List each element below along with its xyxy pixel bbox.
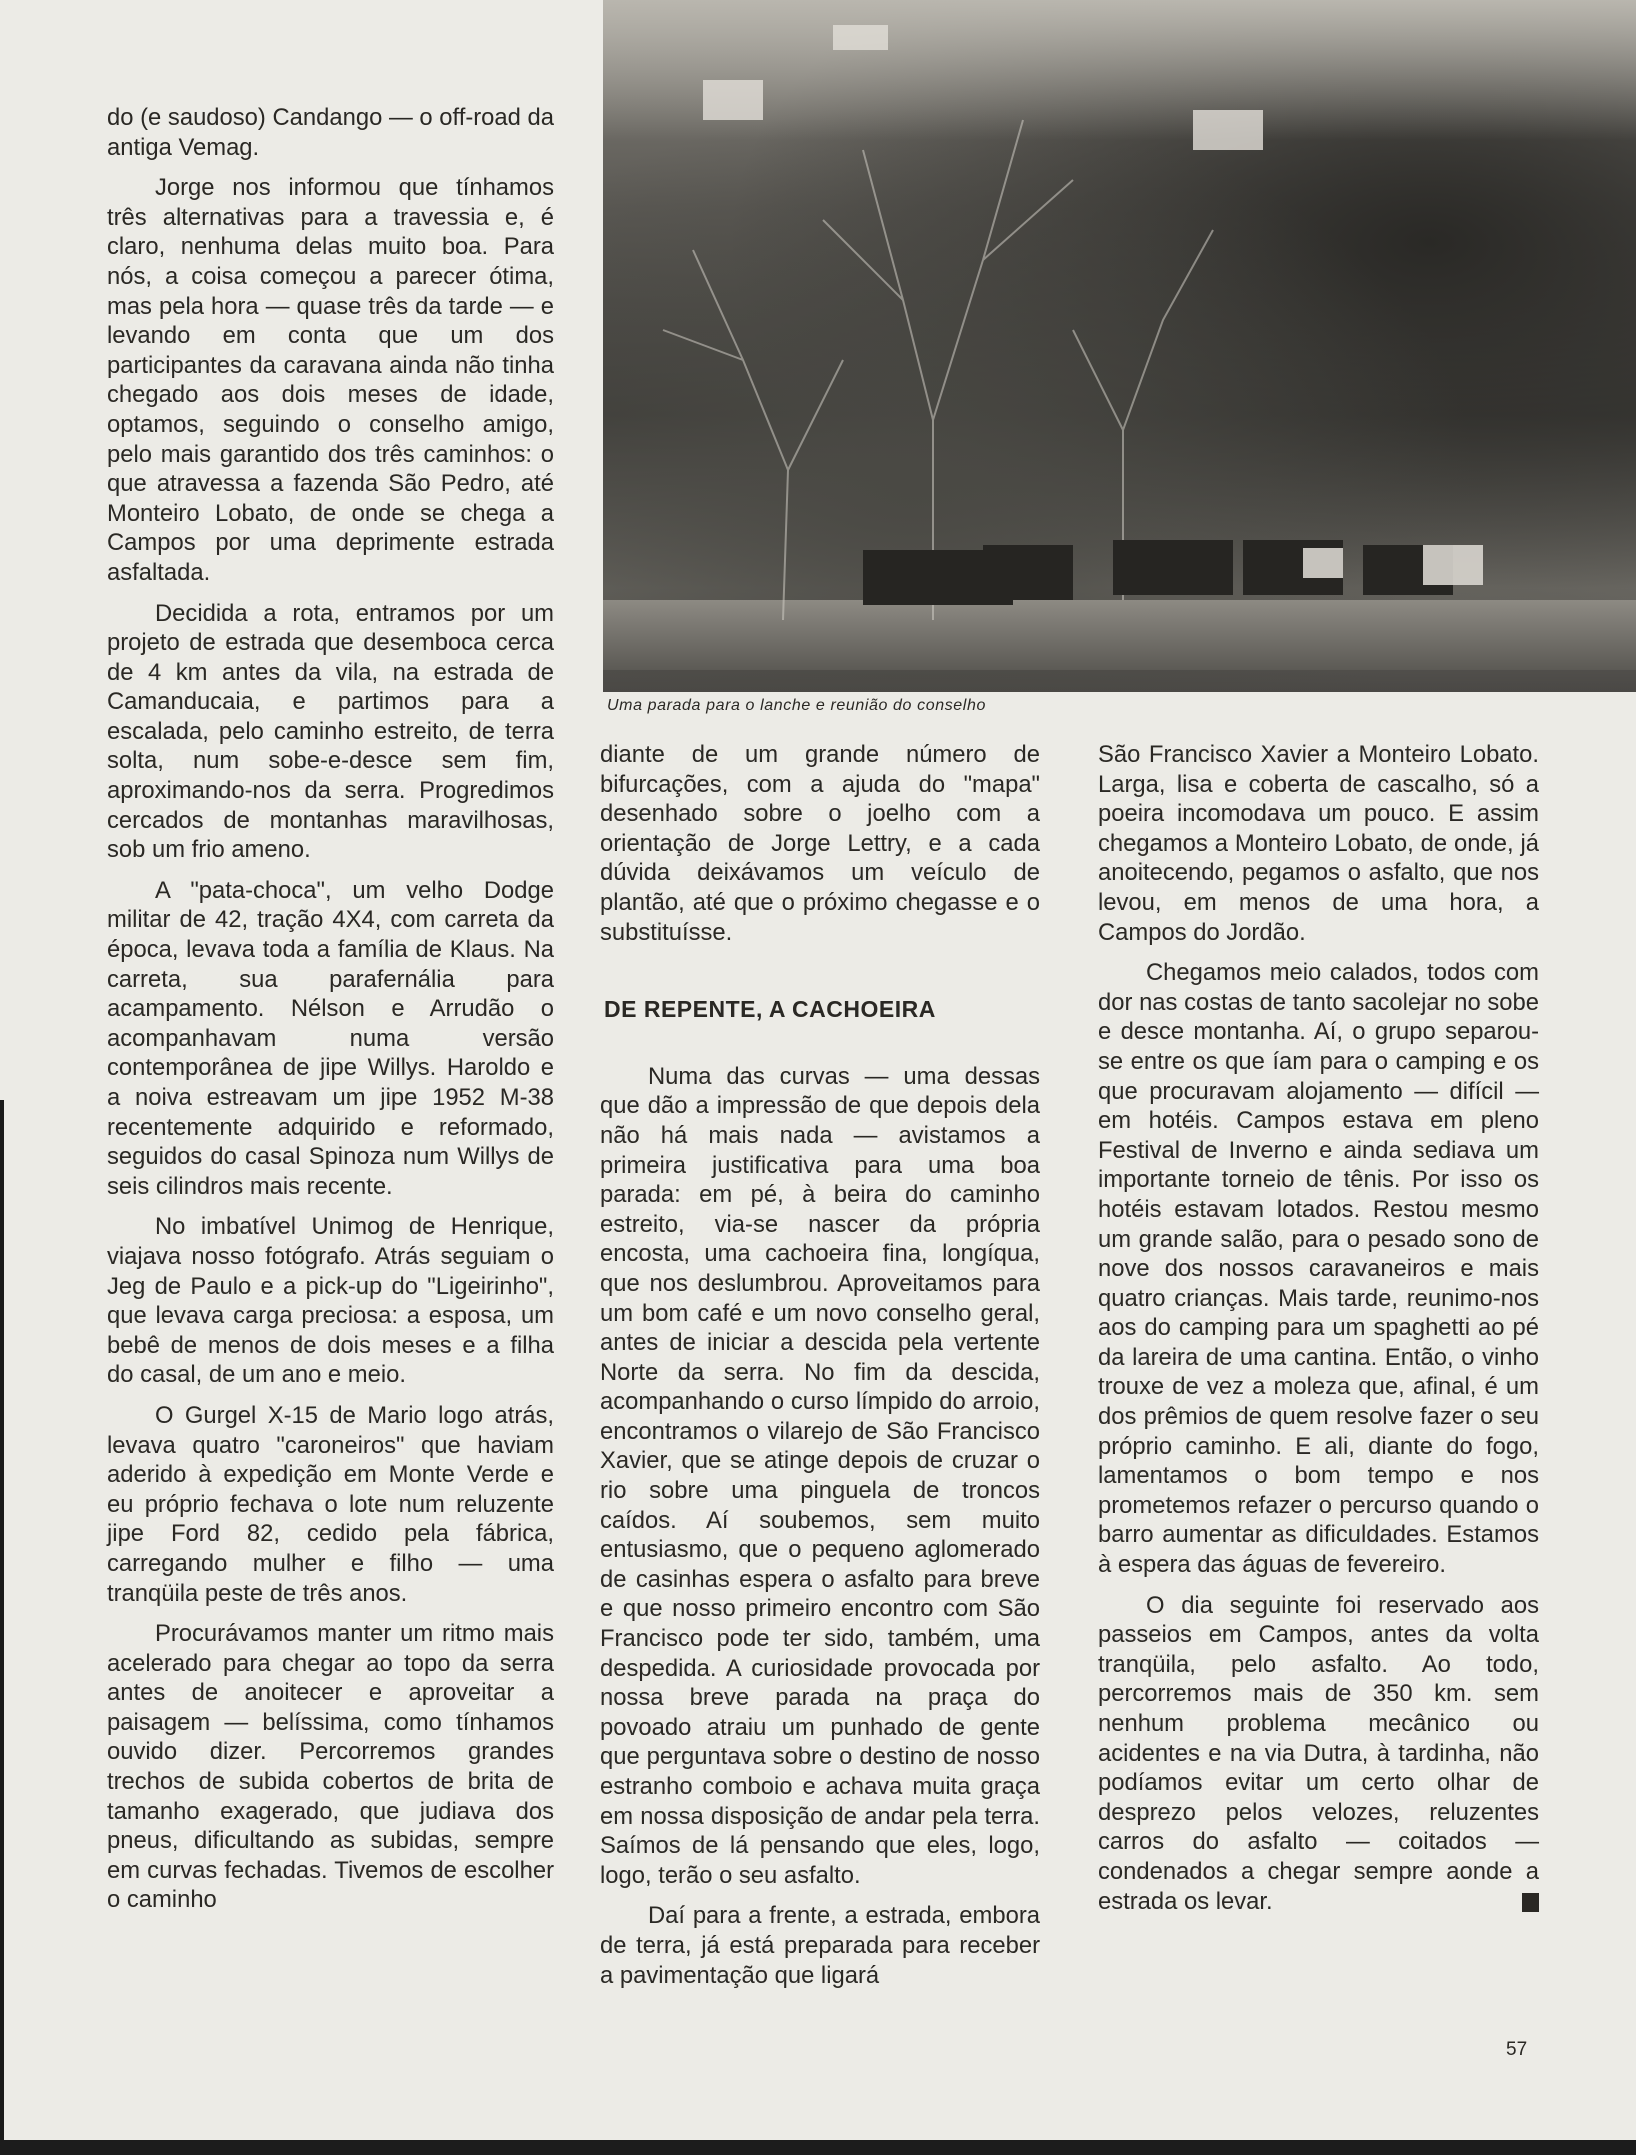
column-1 <box>107 103 554 1926</box>
page-number: 57 <box>1506 2039 1528 2060</box>
paragraph: Jorge nos informou que tínhamos três alternativas para a travessia e, é claro, nenhuma delas muito boa. Para nós, a coisa começou a parecer ótima, mas pela hora — quase três da tarde — e levando em conta que um dos participantes da caravana ainda não tinha chegado aos dois meses de idade, optamos, seguindo o conselho amigo, pelo mais garantido dos três caminhos: o que atravessa a fazenda São Pedro, até Monteiro Lobato, de onde se chega a Campos por uma deprimente estrada asfaltada. <box>107 174 554 586</box>
paragraph: diante de um grande número de bifurcações, com a ajuda do "mapa" desenhado sobre o joelho com a orientação de Jorge Lettry, e a cada dúvida deixávamos um veículo de plantão, até que o próximo chegasse e o substituísse. <box>600 741 1040 946</box>
paragraph: São Francisco Xavier a Monteiro Lobato. Larga, lisa e coberta de cascalho, só a poeira incomodava um pouco. E assim chegamos a Monteiro Lobato, de onde, já anoitecendo, pegamos o asfalto, que nos levou, em menos de uma hora, a Campos do Jordão. <box>1098 741 1539 946</box>
paragraph: do (e saudoso) Candango — o off-road da antiga Vemag. <box>107 104 554 161</box>
end-of-article-mark <box>1522 1893 1539 1912</box>
column-3 <box>1098 740 1539 1927</box>
page-edge-left <box>0 1100 4 2150</box>
page-edge-bottom <box>0 2140 1636 2155</box>
paragraph: No imbatível Unimog de Henrique, viajava nosso fotógrafo. Atrás seguiam o Jeg de Paulo e a pick-up do "Ligeirinho", que levava carga preciosa: a esposa, um bebê de menos de dois meses e a filha do casal, de um ano e meio. <box>107 1213 554 1389</box>
photo-caption: Uma parada para o lanche e reunião do conselho <box>607 697 986 714</box>
paragraph: A "pata-choca", um velho Dodge militar de 42, tração 4X4, com carreta da época, levava toda a família de Klaus. Na carreta, sua parafernália para acampamento. Nélson e Arrudão o acompanhavam numa versão contemporânea de jipe Willys. Haroldo e a noiva estreavam um jipe 1952 M-38 recentemente adquirido e reformado, seguidos do casal Spinoza num Willys de seis cilindros mais recente. <box>107 876 554 1200</box>
photo-vehicles-stop <box>603 0 1636 692</box>
paragraph <box>1098 1591 1539 1917</box>
paragraph: Procurávamos manter um ritmo mais acelerado para chegar ao topo da serra antes de anoitecer e aproveitar a paisagem — belíssima, como tínhamos ouvido dizer. Percorremos grandes trechos de subida cobertos de brita de tamanho exagerado, que judiava dos pneus, dificultando as subidas, sempre em curvas fechadas. Tivemos de escolher o caminho <box>107 1620 554 1914</box>
paragraph-text: O dia seguinte foi reservado aos passeios em Campos, antes da volta tranqüila, pelo asfalto. Ao todo, percorremos mais de 350 km. sem nenhum problema mecânico ou acidentes e na via Dutra, à tardinha, não podíamos evitar um certo olhar de desprezo pelos velozes, reluzentes carros do asfalto — coitados — condenados a chegar sempre aonde a estrada os levar. <box>1098 1591 1539 1915</box>
paragraph: O Gurgel X-15 de Mario logo atrás, levava quatro "caroneiros" que haviam aderido à expedição em Monte Verde e eu próprio fechava o lote num reluzente jipe Ford 82, cedido pela fábrica, carregando mulher e filho — uma tranqüila peste de três anos. <box>107 1401 554 1607</box>
column-2 <box>600 740 1040 2001</box>
section-heading: DE REPENTE, A CACHOEIRA <box>604 996 936 1023</box>
paragraph: Chegamos meio calados, todos com dor nas costas de tanto sacolejar no sobe e desce montanha. Aí, o grupo separou-se entre os que íam para o camping e os que procuravam alojamento — difícil — em hotéis. Campos estava em pleno Festival de Inverno e ainda sediava um importante torneio de tênis. Por isso os hotéis estavam lotados. Restou mesmo um grande salão, para o pesado sono de nove dos nossos caravaneiros e mais quatro crianças. Mais tarde, reunimo-nos aos do camping para um spaghetti ao pé da lareira de uma cantina. Então, o vinho trouxe de vez a moleza que, afinal, é um dos prêmios de quem resolve fazer o seu próprio caminho. E ali, diante do fogo, lamentamos o bom tempo e nos prometemos refazer o percurso quando o barro aumentar as dificuldades. Estamos à espera das águas de fevereiro. <box>1098 959 1539 1579</box>
paragraph: Numa das curvas — uma dessas que dão a impressão de que depois dela não há mais nada — avistamos a primeira justificativa para uma boa parada: em pé, à beira do caminho estreito, via-se nascer da própria encosta, uma cachoeira fina, longíqua, que nos deslumbrou. Aproveitamos para um bom café e um novo conselho geral, antes de iniciar a descida pela vertente Norte da serra. No fim da descida, acompanhando o curso límpido do arroio, encontramos o vilarejo de São Francisco Xavier, que se atinge depois de cruzar o rio sobre uma pinguela de troncos caídos. Aí soubemos, sem muito entusiasmo, que o pequeno aglomerado de casinhas espera o asfalto para breve e que nosso primeiro encontro com São Francisco pode ter sido, também, uma despedida. A curiosidade provocada por nossa breve parada na praça do povoado atraiu um punhado de gente que perguntava sobre o destino de nosso estranho comboio e achava muita graça em nossa disposição de andar pela terra. Saímos de lá pensando que eles, logo, logo, terão o seu asfalto. <box>600 1062 1040 1889</box>
paragraph: Decidida a rota, entramos por um projeto de estrada que desemboca cerca de 4 km antes da vila, na estrada de Camanducaia, e partimos para a escalada, pelo caminho estreito, de terra solta, num sobe-e-desce sem fim, aproximando-nos da serra. Progredimos cercados de montanhas maravilhosas, sob um frio ameno. <box>107 599 554 864</box>
paragraph: Daí para a frente, a estrada, embora de terra, já está preparada para receber a pavimentação que ligará <box>600 1902 1040 1989</box>
photo-scene <box>603 0 1636 692</box>
